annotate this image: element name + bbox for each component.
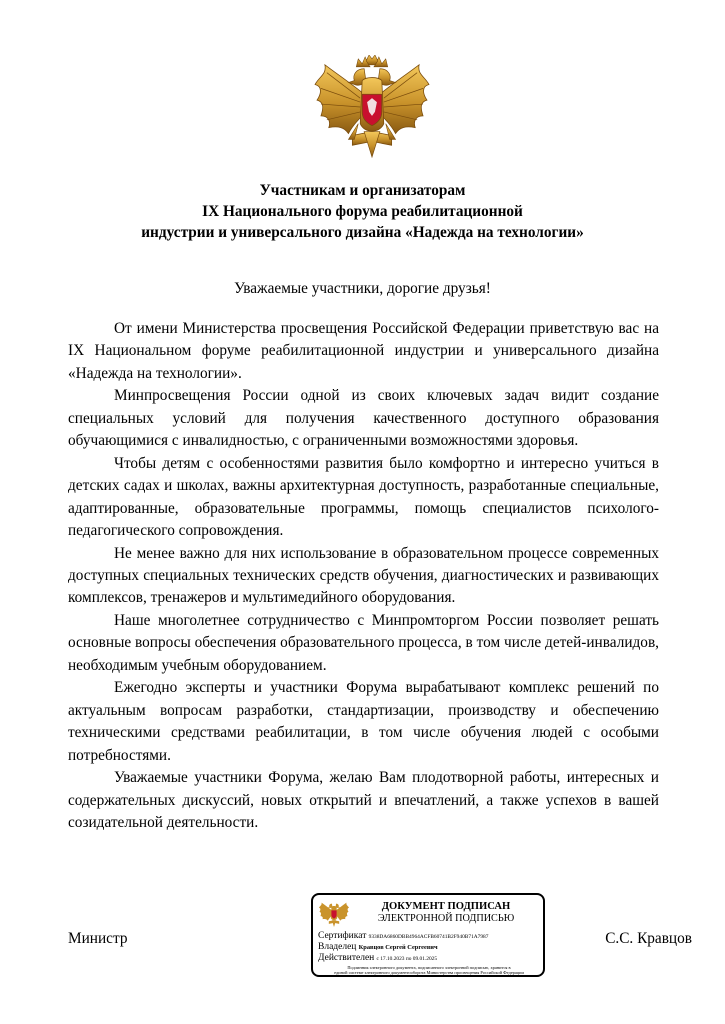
paragraph: Ежегодно эксперты и участники Форума вырабатывают комплекс решений по актуальным вопросам разработки, стандартизации, производству и обеспечению техническими средствами реабилитации, в том числе обучения людей с особыми потребностями. — [68, 679, 659, 764]
stamp-subtitle: ЭЛЕКТРОННОЙ ПОДПИСЬЮ — [377, 913, 515, 924]
signatory-role: Министр — [68, 930, 128, 947]
paragraph: Наше многолетнее сотрудничество с Минпромторгом России позволяет решать основные вопросы обеспечения образовательного процесса, в том числе детей-инвалидов, необходимым учебным оборудованием. — [68, 611, 659, 674]
paragraph: Уважаемые участники Форума, желаю Вам плодотворной работы, интересных и содержательных дискуссий, новых открытий и впечатлений, а также успехов в вашей созидательной деятельности. — [68, 769, 659, 831]
stamp-owner-value: Кравцов Сергей Сергеевич — [358, 944, 438, 951]
letter-body — [68, 318, 659, 834]
paragraph: От имени Министерства просвещения Российской Федерации приветствую вас на IX Национальном форуме реабилитационной индустрии и универсального дизайна «Надежда на технологии». — [68, 320, 659, 382]
stamp-owner-label: Владелец — [318, 942, 357, 952]
stamp-validity-label: Действителен — [318, 953, 375, 963]
stamp-certificate-label: Сертификат — [318, 931, 367, 941]
heading-line-3: индустрии и универсального дизайна «Надежда на технологии» — [141, 224, 584, 241]
electronic-signature-stamp — [311, 893, 545, 977]
stamp-title: ДОКУМЕНТ ПОДПИСАН — [381, 901, 511, 912]
stamp-emblem-icon — [318, 900, 350, 928]
stamp-note-line-2: единой системе электронного документооборота Министерства просвещения Российской Федерации — [334, 970, 524, 975]
stamp-certificate-value: 9338DA6860DBB4964ACFB60741B2F940B71A7987 — [368, 934, 489, 940]
paragraph: Минпросвещения России одной из своих ключевых задач видит создание специальных условий для получения качественного доступного образования обучающимися с инвалидностью, с ограниченными возможностями здоровья. — [68, 387, 659, 450]
paragraph: Не менее важно для них использование в образовательном процессе современных доступных специальных технических средств обучения, диагностических и развивающих комплексов, тренажеров и мультимедийного оборудования. — [68, 544, 659, 607]
heading-line-1: Участникам и организаторам — [259, 182, 466, 199]
heading-line-2: IX Национального форума реабилитационной — [202, 203, 523, 220]
greeting: Уважаемые участники, дорогие друзья! — [234, 280, 491, 297]
signatory-name: С.С. Кравцов — [605, 930, 692, 947]
stamp-note-line-1: Подлинник электронного документа, подписанного электронной подписью, хранится в — [347, 965, 511, 970]
ministry-emblem-icon — [313, 55, 431, 161]
stamp-note — [318, 965, 540, 975]
stamp-validity — [318, 952, 540, 964]
paragraph: Чтобы детям с особенностями развития было комфортно и интересно учиться в детских садах и школах, важны архитектурная доступность, разработанные специальные, адаптированные, образовательные программы, помощь специалистов психолого-педагогического сопровождения. — [68, 454, 659, 540]
stamp-validity-value: с 17.10.2023 по 09.01.2025 — [376, 956, 438, 962]
letter-heading — [0, 180, 725, 243]
